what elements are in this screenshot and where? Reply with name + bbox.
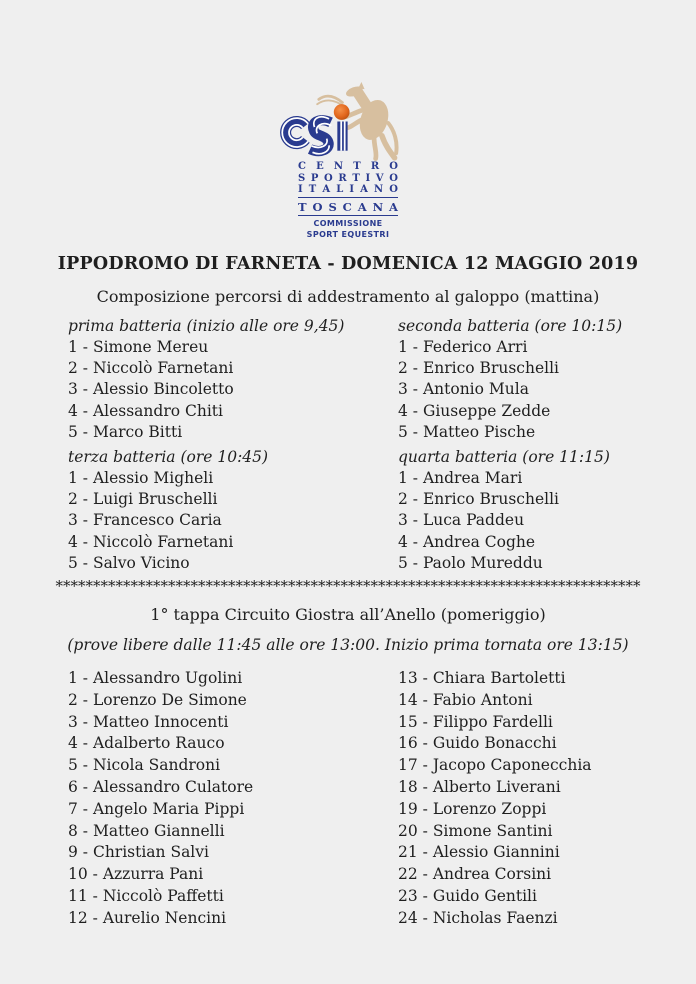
rider-row: 4 - Andrea Coghe	[398, 532, 536, 551]
rider-row: 5 - Paolo Mureddu	[398, 553, 543, 572]
battery-section-quarta	[398, 446, 696, 574]
orange-ball-icon	[334, 104, 350, 120]
entry-row: 1 - Alessandro Ugolini	[68, 669, 243, 688]
logo-line-sportivo: S P O R T I V O	[298, 172, 398, 184]
battery-label: seconda batteria (ore 10:15)	[398, 317, 623, 335]
morning-batteries-grid	[0, 315, 696, 574]
entry-row: 7 - Angelo Maria Pippi	[68, 799, 245, 818]
rider-row: 2 - Enrico Bruschelli	[398, 490, 560, 509]
afternoon-entries-grid	[0, 668, 696, 930]
battery-section-seconda	[398, 315, 696, 443]
logo-divider	[298, 215, 398, 216]
csi-logo	[0, 0, 696, 240]
rider-row: 2 - Luigi Bruschelli	[68, 490, 218, 509]
rider-row: 5 - Matteo Pische	[398, 422, 536, 441]
entry-row: 20 - Simone Santini	[398, 821, 553, 840]
csi-letters	[282, 104, 349, 154]
logo-divider	[298, 197, 398, 198]
asterisk-divider: ******************************************************************************	[55, 577, 641, 596]
entry-row: 6 - Alessandro Culatore	[68, 778, 254, 797]
rider-row: 3 - Antonio Mula	[398, 380, 529, 399]
entry-row: 9 - Christian Salvi	[68, 843, 209, 862]
afternoon-schedule-note: (prove libere dalle 11:45 alle ore 13:00. Inizio prima tornata ore 13:15)	[67, 636, 629, 655]
logo-commission-line2: SPORT EQUESTRI	[306, 229, 390, 239]
page-title: IPPODROMO DI FARNETA - DOMENICA 12 MAGGIO 2019	[57, 254, 639, 274]
rider-row: 3 - Luca Paddeu	[398, 511, 525, 530]
logo-commission-line1: COMMISSIONE	[313, 219, 383, 228]
rider-row: 5 - Salvo Vicino	[68, 553, 190, 572]
logo-text-block	[298, 161, 398, 240]
entry-row: 8 - Matteo Giannelli	[68, 821, 225, 840]
battery-label: prima batteria (inizio alle ore 9,45)	[68, 317, 345, 335]
entry-row: 24 - Nicholas Faenzi	[398, 908, 558, 927]
rider-row: 3 - Alessio Bincoletto	[68, 380, 234, 399]
entry-row: 11 - Niccolò Paffetti	[68, 887, 224, 905]
entry-row: 22 - Andrea Corsini	[398, 865, 552, 884]
entry-row: 19 - Lorenzo Zoppi	[398, 799, 547, 818]
entries-column-left	[68, 668, 398, 930]
rider-row: 2 - Enrico Bruschelli	[398, 359, 560, 378]
entries-column-right	[398, 668, 696, 930]
entry-row: 4 - Adalberto Rauco	[68, 734, 225, 753]
rider-row: 4 - Giuseppe Zedde	[398, 401, 551, 420]
rider-row: 5 - Marco Bitti	[68, 422, 183, 441]
entry-row: 15 - Filippo Fardelli	[398, 712, 553, 731]
battery-section-terza	[68, 446, 398, 574]
entry-row: 17 - Jacopo Caponecchia	[398, 756, 592, 775]
rider-row: 2 - Niccolò Farnetani	[68, 359, 234, 378]
rider-row: 4 - Alessandro Chiti	[68, 401, 223, 420]
entry-row: 23 - Guido Gentili	[398, 887, 537, 905]
entry-row: 14 - Fabio Antoni	[398, 690, 533, 709]
entry-row: 5 - Nicola Sandroni	[68, 756, 221, 775]
rider-row: 1 - Andrea Mari	[398, 469, 523, 488]
entry-row: 12 - Aurelio Nencini	[68, 908, 227, 927]
logo-line-centro: C E N T R O	[298, 161, 398, 172]
logo-line-italiano: I T A L I A N O	[298, 184, 398, 195]
rider-row: 4 - Niccolò Farnetani	[68, 532, 234, 551]
battery-label: terza batteria (ore 10:45)	[68, 448, 269, 467]
logo-line-toscana: T O S C A N A	[298, 199, 398, 214]
page-subtitle: Composizione percorsi di addestramento al galoppo (mattina)	[96, 287, 600, 306]
rider-row: 1 - Alessio Migheli	[68, 469, 214, 488]
entry-row: 3 - Matteo Innocenti	[68, 712, 229, 731]
entry-row: 13 - Chiara Bartoletti	[398, 669, 566, 688]
rider-row: 1 - Simone Mereu	[68, 338, 209, 356]
battery-label: quarta batteria (ore 11:15)	[398, 448, 610, 467]
battery-section-prima	[68, 315, 398, 443]
entry-row: 21 - Alessio Giannini	[398, 843, 560, 862]
entry-row: 10 - Azzurra Pani	[68, 865, 204, 884]
entry-row: 2 - Lorenzo De Simone	[68, 690, 247, 709]
rider-row: 1 - Federico Arri	[398, 338, 528, 356]
rider-row: 3 - Francesco Caria	[68, 511, 222, 530]
csi-logo-art	[273, 82, 423, 161]
entry-row: 16 - Guido Bonacchi	[398, 734, 557, 753]
afternoon-title: 1° tappa Circuito Giostra all’Anello (pomeriggio)	[150, 605, 546, 625]
entry-row: 18 - Alberto Liverani	[398, 778, 561, 797]
